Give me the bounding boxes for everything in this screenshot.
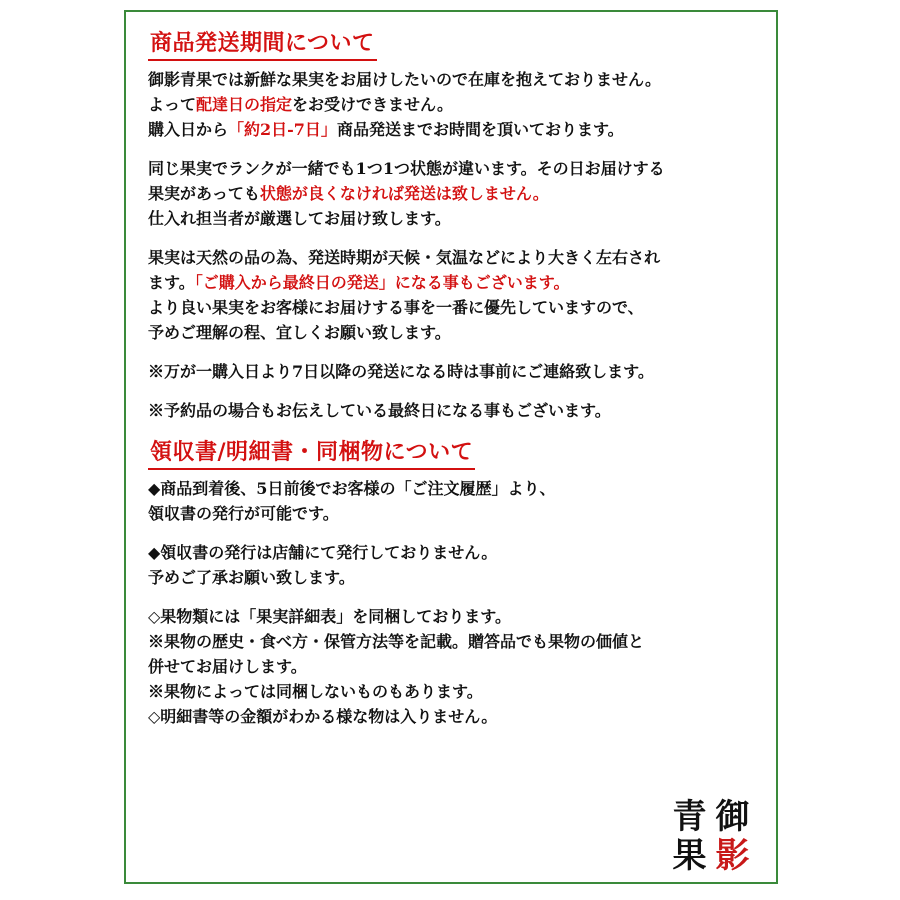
text-line: 予めご理解の程、宜しくお願い致します。 <box>148 323 451 342</box>
text-line: 果実は天然の品の為、発送時期が天候・気温などにより大きく左右され <box>148 248 661 267</box>
text-line <box>148 117 768 142</box>
text-line <box>148 92 768 117</box>
text-line: 領収書の発行が可能です。 <box>148 504 339 523</box>
text-line: 仕入れ担当者が厳選してお届け致します。 <box>148 209 451 228</box>
highlight-text: 配達日の指定 <box>196 95 293 114</box>
seal-char: 果 <box>672 835 707 876</box>
text-segment: 商品発送までお時間を頂いております。 <box>336 120 624 139</box>
paragraph-receipt-issue <box>148 476 768 526</box>
text-line: ◇明細書等の金額がわかる様な物は入りません。 <box>148 707 498 726</box>
highlight-text: 状態が良くなければ発送は致しません。 <box>259 184 549 203</box>
note-preorder: ※予約品の場合もお伝えしている最終日になる事もございます。 <box>148 401 611 420</box>
shop-logo-seal <box>668 797 754 875</box>
text-line: 併せてお届けします。 <box>148 657 307 676</box>
highlight-text: 「ご購入から最終日の発送」になる事もございます。 <box>194 273 570 292</box>
note-delay: ※万が一購入日より7日以降の発送になる時は事前にご連絡致します。 <box>148 362 654 381</box>
text-line <box>148 181 768 206</box>
receipt-section <box>148 437 768 729</box>
paragraph-weather <box>148 245 768 345</box>
text-line: ※果物の歴史・食べ方・保管方法等を記載。贈答品でも果物の価値と <box>148 632 645 651</box>
paragraph-enclosures <box>148 604 768 729</box>
paragraph-stock <box>148 67 768 142</box>
receipt-heading: 領収書/明細書・同梱物について <box>148 437 475 470</box>
paragraph-quality <box>148 156 768 231</box>
text-segment: 購入日から <box>148 120 229 139</box>
text-line: ◇果物類には「果実詳細表」を同梱しております。 <box>148 607 512 626</box>
main-content <box>148 28 768 743</box>
text-segment: をお受けできません。 <box>292 95 453 114</box>
text-segment: よって <box>148 95 197 114</box>
text-line: ◆領収書の発行は店舗にて発行しておりません。 <box>148 543 498 562</box>
seal-char: 御 <box>715 796 750 837</box>
text-line: 予めご了承お願い致します。 <box>148 568 355 587</box>
text-segment: ます。 <box>148 273 195 292</box>
highlight-text: 「約2日-7日」 <box>228 120 337 139</box>
text-line: ◆商品到着後、5日前後でお客様の「ご注文履歴」より、 <box>148 479 556 498</box>
text-line: 御影青果では新鮮な果実をお届けしたいので在庫を抱えておりません。 <box>148 70 661 89</box>
shipping-period-heading: 商品発送期間について <box>148 28 377 61</box>
seal-char: 青 <box>672 796 707 837</box>
text-line: ※果物によっては同梱しないものもあります。 <box>148 682 483 701</box>
text-line: より良い果実をお客様にお届けする事を一番に優先していますので、 <box>148 298 644 317</box>
text-segment: 果実があっても <box>148 184 260 203</box>
text-line: 同じ果実でランクが一緒でも1つ1つ状態が違います。その日お届けする <box>148 159 665 178</box>
seal-char: 影 <box>715 835 750 876</box>
paragraph-receipt-store <box>148 540 768 590</box>
text-line <box>148 270 768 295</box>
